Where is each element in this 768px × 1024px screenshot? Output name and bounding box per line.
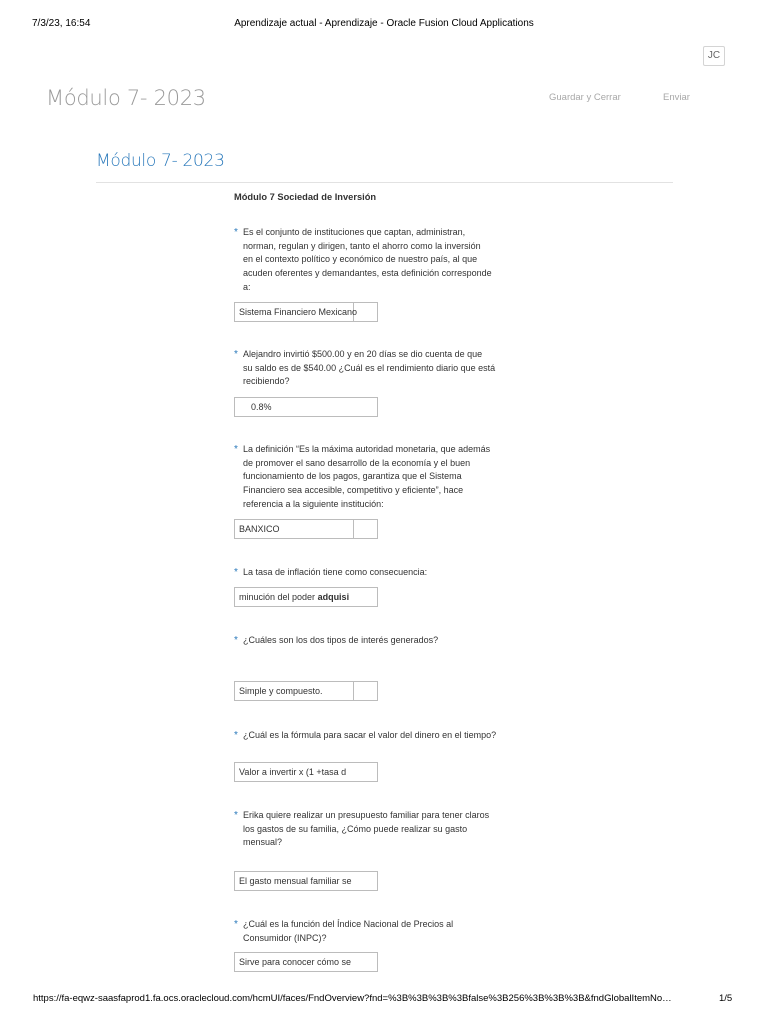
answer-input-2[interactable] xyxy=(234,397,378,417)
input-shade xyxy=(353,682,377,700)
input-shade xyxy=(353,520,377,538)
survey-subtitle: Módulo 7 Sociedad de Inversión xyxy=(234,192,377,202)
question-2 xyxy=(234,348,534,389)
required-marker: * xyxy=(234,227,238,238)
answer-value: Sistema Financiero Mexicano xyxy=(239,307,358,317)
question-text: ¿Cuál es la función del Índice Nacional de Precios al Consumidor (INPC)? xyxy=(243,919,454,943)
answer-input-6[interactable] xyxy=(234,762,378,782)
answer-value: BANXICO xyxy=(239,524,280,534)
question-7 xyxy=(234,809,534,850)
required-marker: * xyxy=(234,567,238,578)
question-text: Es el conjunto de instituciones que captan, administran, norman, regulan y dirigen, tanto el ahorro como la inversión en el contexto político y económico de nuestro país, al que acuden oferentes y demandantes, esta definición corresponde a: xyxy=(243,227,492,292)
user-avatar[interactable]: JC xyxy=(703,46,725,66)
print-datetime: 7/3/23, 16:54 xyxy=(32,18,91,29)
required-marker: * xyxy=(234,730,238,741)
section-divider xyxy=(96,182,673,183)
answer-input-8[interactable] xyxy=(234,952,378,972)
answer-input-1[interactable] xyxy=(234,302,378,322)
answer-value: 0.8% xyxy=(251,402,272,412)
answer-value-bold: adquisi xyxy=(317,592,350,602)
question-5 xyxy=(234,634,534,648)
print-url: https://fa-eqwz-saasfaprod1.fa.ocs.oraclecloud.com/hcmUI/faces/FndOverview?fnd=%3B%3B%3B%3Bfalse%3B256%3B%3B%3B&fndGlobalItemNo… xyxy=(33,993,672,1004)
answer-value: Simple y compuesto. xyxy=(239,686,323,696)
question-6 xyxy=(234,729,534,743)
question-3 xyxy=(234,443,534,512)
question-8 xyxy=(234,918,534,945)
submit-button[interactable]: Enviar xyxy=(663,92,690,103)
required-marker: * xyxy=(234,349,238,360)
question-text: ¿Cuáles son los dos tipos de interés generados? xyxy=(243,635,439,645)
answer-input-5[interactable] xyxy=(234,681,378,701)
print-document-title: Aprendizaje actual - Aprendizaje - Oracle Fusion Cloud Applications xyxy=(234,18,534,29)
section-title: Módulo 7- 2023 xyxy=(96,151,225,171)
required-marker: * xyxy=(234,635,238,646)
question-text: La definición “Es la máxima autoridad monetaria, que además de promover el sano desarrollo de la economía y el buen funcionamiento de los pagos, garantiza que el Sistema Financiero sea accesible, competitivo y eficiente”, hace referencia a la siguiente institución: xyxy=(243,444,491,509)
question-text: ¿Cuál es la fórmula para sacar el valor del dinero en el tiempo? xyxy=(243,730,497,740)
answer-input-4[interactable] xyxy=(234,587,378,607)
answer-input-7[interactable] xyxy=(234,871,378,891)
question-text: Erika quiere realizar un presupuesto familiar para tener claros los gastos de su familia, ¿Cómo puede realizar su gasto mensual? xyxy=(243,810,490,848)
answer-value: Valor a invertir x (1 +tasa d xyxy=(239,767,347,777)
answer-value xyxy=(239,592,349,602)
answer-value: El gasto mensual familiar se xyxy=(239,876,352,886)
print-header xyxy=(0,18,768,32)
question-1 xyxy=(234,226,534,295)
required-marker: * xyxy=(234,919,238,930)
save-and-close-button[interactable]: Guardar y Cerrar xyxy=(549,92,621,103)
question-text: Alejandro invirtió $500.00 y en 20 días se dio cuenta de que su saldo es de $540.00 ¿Cuál es el rendimiento diario que está recibiendo? xyxy=(243,349,496,387)
answer-input-3[interactable] xyxy=(234,519,378,539)
answer-value-prefix: minución del poder xyxy=(239,592,318,602)
required-marker: * xyxy=(234,810,238,821)
required-marker: * xyxy=(234,444,238,455)
answer-value: Sirve para conocer cómo se xyxy=(239,957,352,967)
print-page-number: 1/5 xyxy=(719,993,733,1004)
page-title: Módulo 7- 2023 xyxy=(46,86,206,110)
question-4 xyxy=(234,566,534,580)
question-text: La tasa de inflación tiene como consecuencia: xyxy=(243,567,428,577)
